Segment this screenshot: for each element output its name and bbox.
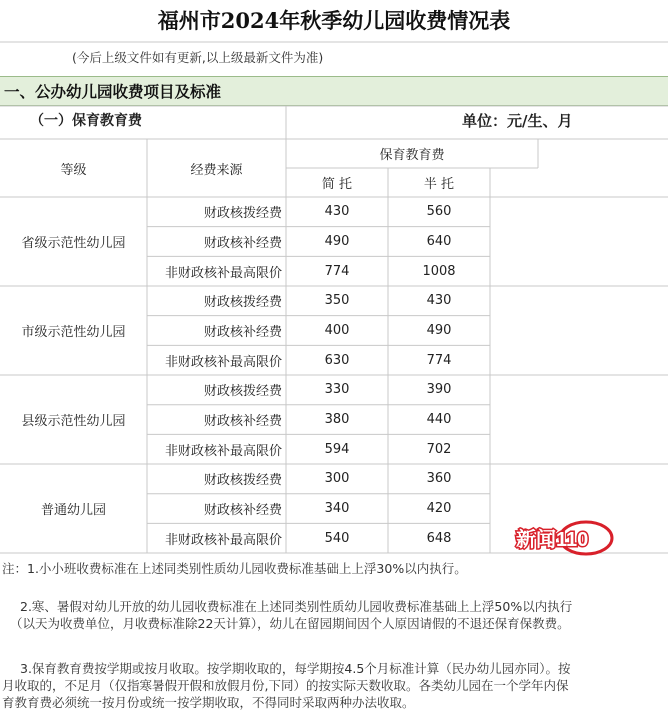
funding-source: 财政核补经费 — [203, 503, 282, 519]
funding-source: 非财政核补最高限价 — [164, 265, 282, 281]
level-name: 市级示范性幼儿园 — [21, 325, 126, 340]
level-name: 普通幼儿园 — [40, 503, 106, 519]
half-care-fee: 490 — [426, 323, 452, 338]
full-care-fee: 430 — [324, 204, 350, 220]
watermark-text: 新闻110 — [516, 529, 589, 551]
full-care-fee: 594 — [324, 441, 350, 457]
unit-label: 单位：元/生、月 — [462, 112, 573, 130]
full-care-fee: 380 — [324, 412, 350, 428]
header-full-care: 简 托 — [321, 177, 353, 192]
full-care-fee: 400 — [324, 323, 350, 338]
half-care-fee: 360 — [426, 471, 452, 487]
half-care-fee: 702 — [426, 441, 452, 457]
header-source: 经费来源 — [190, 162, 243, 178]
half-care-fee: 560 — [426, 204, 452, 220]
funding-source: 财政核拨经费 — [203, 206, 282, 222]
half-care-fee: 420 — [426, 501, 452, 517]
subsection-heading: （一）保育教育费 — [30, 113, 142, 129]
update-note: (今后上级文件如有更新,以上级最新文件为准) — [72, 50, 324, 65]
full-care-fee: 630 — [324, 352, 350, 368]
news-watermark-logo — [514, 518, 614, 558]
full-care-fee: 774 — [324, 263, 350, 279]
half-care-fee: 390 — [426, 382, 452, 398]
funding-source: 财政核拨经费 — [203, 473, 282, 489]
header-half-care: 半 托 — [423, 177, 455, 192]
level-name: 县级示范性幼儿园 — [21, 414, 126, 430]
footnote-3b: 月收取的，不足月（仅指寒暑假开假和放假月份,下同）的按实际天数收取。各类幼儿园在一个学年内保 — [2, 678, 569, 693]
footnote-3a: 3.保育教育费按学期或按月收取。按学期收取的，每学期按4.5个月标准计算（民办幼儿园亦同）。按 — [20, 661, 571, 676]
footnote-2b: （以天为收费单位，月收费标准除22天计算），幼儿在留园期间因个人原因请假的不退还保育保教费。 — [10, 616, 570, 631]
half-care-fee: 440 — [426, 412, 452, 428]
half-care-fee: 1008 — [422, 263, 456, 279]
full-care-fee: 330 — [324, 382, 350, 398]
level-name: 省级示范性幼儿园 — [21, 236, 126, 251]
full-care-fee: 350 — [324, 293, 350, 309]
half-care-fee: 640 — [426, 233, 452, 249]
half-care-fee: 774 — [426, 352, 452, 368]
funding-source: 财政核拨经费 — [203, 295, 282, 311]
funding-source: 财政核补经费 — [203, 235, 282, 251]
half-care-fee: 648 — [426, 530, 452, 546]
funding-source: 财政核补经费 — [203, 325, 282, 340]
footnote-2a: 2.寒、暑假对幼儿开放的幼儿园收费标准在上述同类别性质幼儿园收费标准基础上上浮50%以内执行 — [20, 599, 573, 614]
header-level: 等级 — [60, 162, 87, 178]
full-care-fee: 540 — [324, 530, 350, 546]
funding-source: 非财政核补最高限价 — [164, 532, 282, 548]
page-title: 福州市2024年秋季幼儿园收费情况表 — [157, 8, 511, 33]
funding-source: 非财政核补最高限价 — [164, 443, 282, 459]
half-care-fee: 430 — [426, 293, 452, 309]
full-care-fee: 340 — [324, 501, 350, 517]
footnote-3c: 育教育费必须统一按月份或统一按学期收取，不得同时采取两种办法收取。 — [2, 695, 415, 710]
section-heading: 一、公办幼儿园收费项目及标准 — [0, 76, 668, 106]
footnote-1: 注：1.小小班收费标准在上述同类别性质幼儿园收费标准基础上上浮30%以内执行。 — [2, 561, 467, 576]
funding-source: 财政核拨经费 — [203, 384, 282, 400]
funding-source: 非财政核补最高限价 — [164, 354, 282, 370]
header-fee: 保育教育费 — [379, 148, 445, 163]
funding-source: 财政核补经费 — [203, 414, 282, 430]
full-care-fee: 300 — [324, 471, 350, 487]
full-care-fee: 490 — [324, 233, 350, 249]
